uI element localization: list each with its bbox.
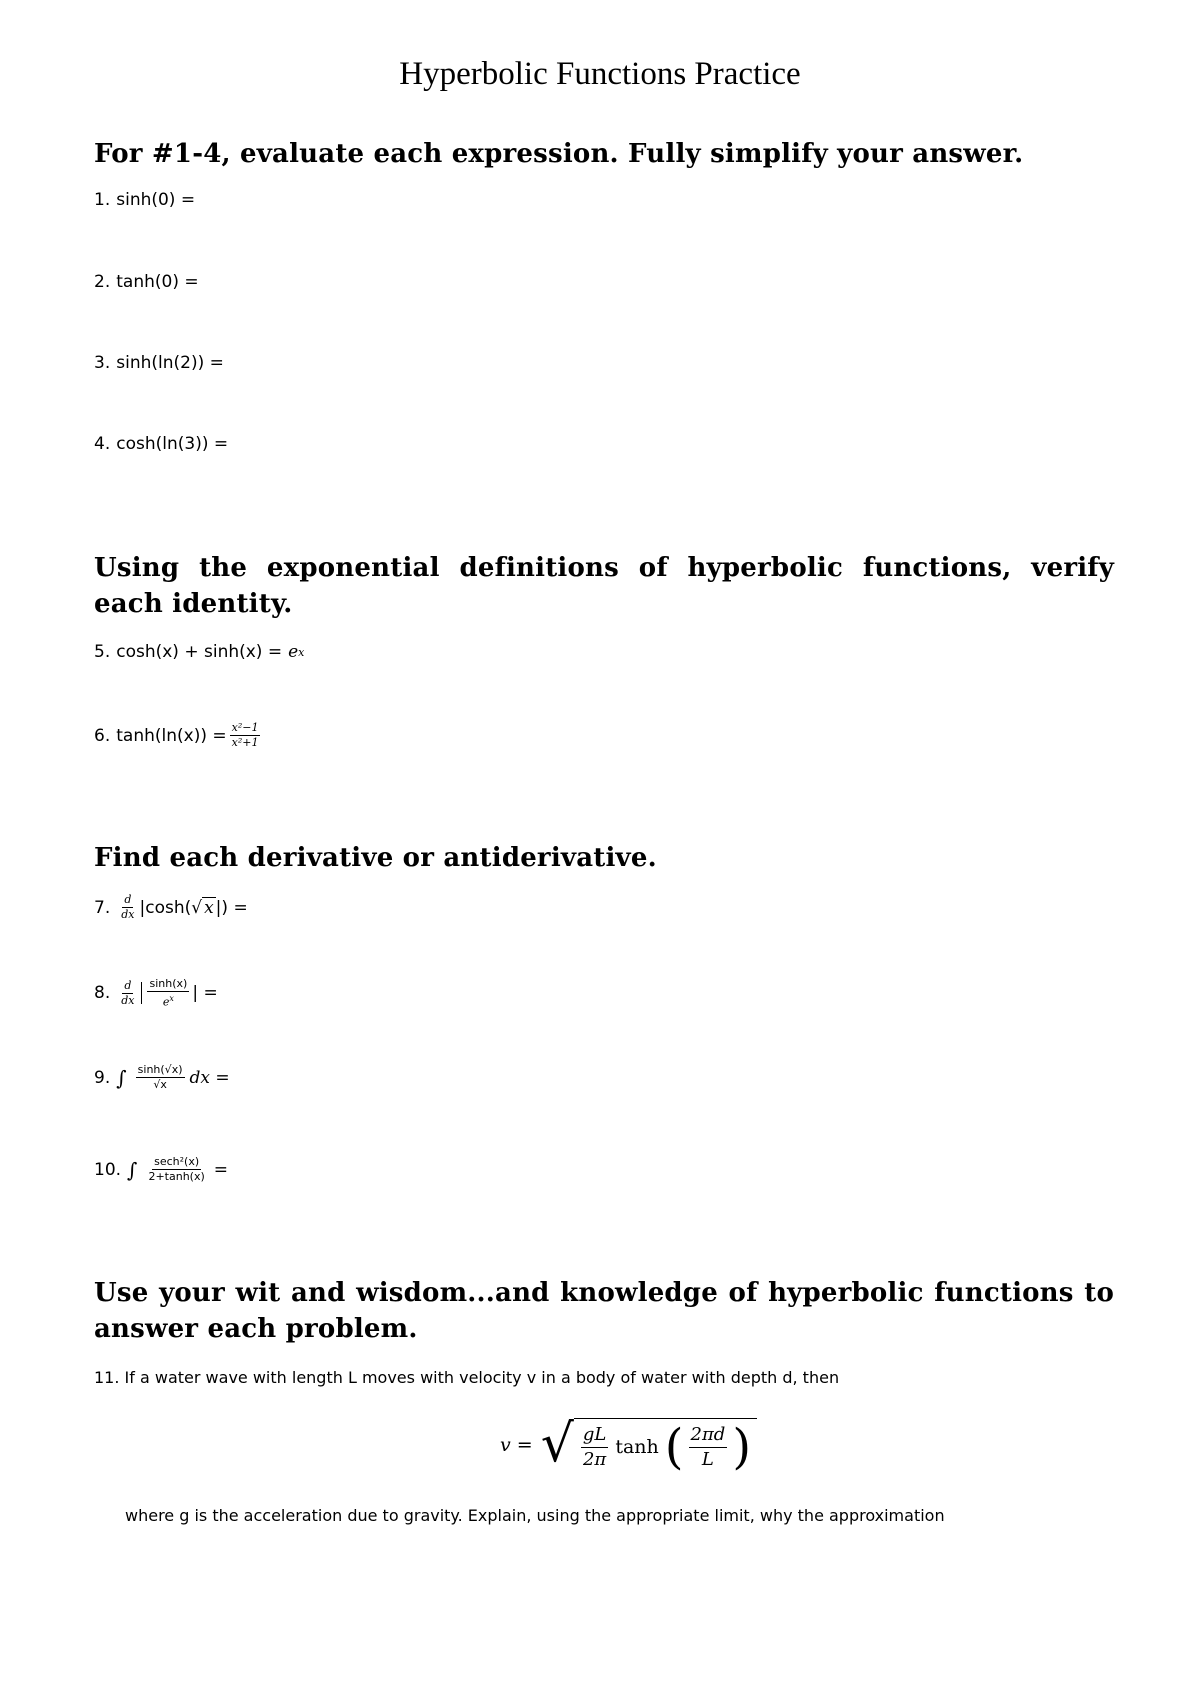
- identity-rhs-fraction: [230, 722, 261, 749]
- section1-heading: For #1-4, evaluate each expression. Fully simplify your answer.: [94, 139, 1024, 169]
- expression-tail: ) =: [221, 897, 248, 918]
- problem-number: 2.: [94, 272, 111, 292]
- bracket-left: |: [139, 897, 146, 918]
- problem-1: [94, 190, 195, 210]
- problem-number: 4.: [94, 434, 111, 454]
- section4-heading: Use your wit and wisdom...and knowledge of hyperbolic functions to answer each problem.: [94, 1278, 1114, 1344]
- problem-7: [94, 894, 248, 921]
- problem-number: 6.: [94, 725, 111, 746]
- identity-rhs-base: e: [288, 642, 299, 662]
- problem-4: [94, 434, 228, 454]
- formula-fraction: $\frac{gL}{2\pi}$: [582, 1423, 607, 1470]
- integrand-fraction: $\frac{\text{sech²(x)}}{2+\tanh(x)}$: [148, 1155, 205, 1183]
- problem-10: [94, 1156, 228, 1183]
- page-title: Hyperbolic Functions Practice: [399, 56, 801, 92]
- problem-8: [94, 978, 218, 1009]
- square-root: √ x: [191, 898, 214, 918]
- problem-11: [94, 1368, 839, 1387]
- derivative-operator: $\frac{d}{dx}$: [121, 978, 135, 1007]
- section2-heading: Using the exponential definitions of hyperbolic functions, verify each identity.: [94, 553, 1114, 619]
- fraction-denominator: x²+1: [231, 736, 259, 749]
- identity-lhs: tanh(ln(x)) =: [116, 725, 227, 746]
- problem-expression: tanh(0) =: [116, 272, 199, 292]
- problem-11-continuation: where g is the acceleration due to gravity. Explain, using the appropriate limit, why the approximation: [125, 1506, 945, 1525]
- problem-number: 8.: [94, 983, 111, 1004]
- bracket-left: [141, 982, 142, 1004]
- integral-sign: ∫: [127, 1157, 138, 1182]
- problem-number: 3.: [94, 353, 111, 373]
- formula-function: tanh: [615, 1436, 659, 1458]
- problem-number: 1.: [94, 190, 111, 210]
- problem-number: 11.: [94, 1368, 120, 1387]
- fraction-numerator: x²−1: [231, 721, 259, 734]
- square-root: √ $\frac{gL}{2\pi}$ tanh ( $\frac{2\pi d}{L}$ ): [541, 1418, 757, 1471]
- integral-sign: ∫: [116, 1065, 127, 1090]
- problem-number: 9.: [94, 1067, 111, 1088]
- bracket-right: |: [215, 897, 222, 918]
- problem-9: [94, 1064, 230, 1091]
- identity-rhs-exponent: x: [298, 645, 305, 659]
- problem-expression: sinh(0) =: [116, 190, 196, 210]
- identity-lhs: cosh(x) + sinh(x) =: [116, 642, 283, 662]
- function-name: cosh(: [145, 897, 192, 918]
- problem-expression: cosh(ln(3)) =: [116, 434, 229, 454]
- problem-number: 5.: [94, 642, 111, 662]
- problem-number: 10.: [94, 1159, 122, 1180]
- integrand-fraction: $\frac{\sinh(√x)}{√x}$: [137, 1063, 183, 1091]
- expression-tail: =: [213, 1159, 229, 1180]
- derivative-operator: $\frac{d}{dx}$: [121, 893, 135, 921]
- problem-6: [94, 722, 263, 749]
- problem-3: [94, 353, 224, 373]
- problem-5: [94, 642, 304, 662]
- problem-expression: sinh(ln(2)) =: [116, 353, 224, 373]
- wave-velocity-formula: [500, 1414, 757, 1475]
- problem-text: If a water wave with length L moves with velocity v in a body of water with depth d, then: [124, 1368, 840, 1387]
- expression-tail: | =: [192, 983, 218, 1004]
- quotient-fraction: $\frac{\sinh(x)}{e^x}$: [149, 977, 188, 1009]
- expression-tail: dx =: [189, 1067, 230, 1088]
- section3-heading: Find each derivative or antiderivative.: [94, 843, 657, 873]
- formula-inner-fraction: $\frac{2\pi d}{L}$: [690, 1423, 726, 1470]
- problem-2: [94, 272, 199, 292]
- problem-number: 7.: [94, 897, 111, 918]
- formula-lhs: v =: [500, 1433, 533, 1456]
